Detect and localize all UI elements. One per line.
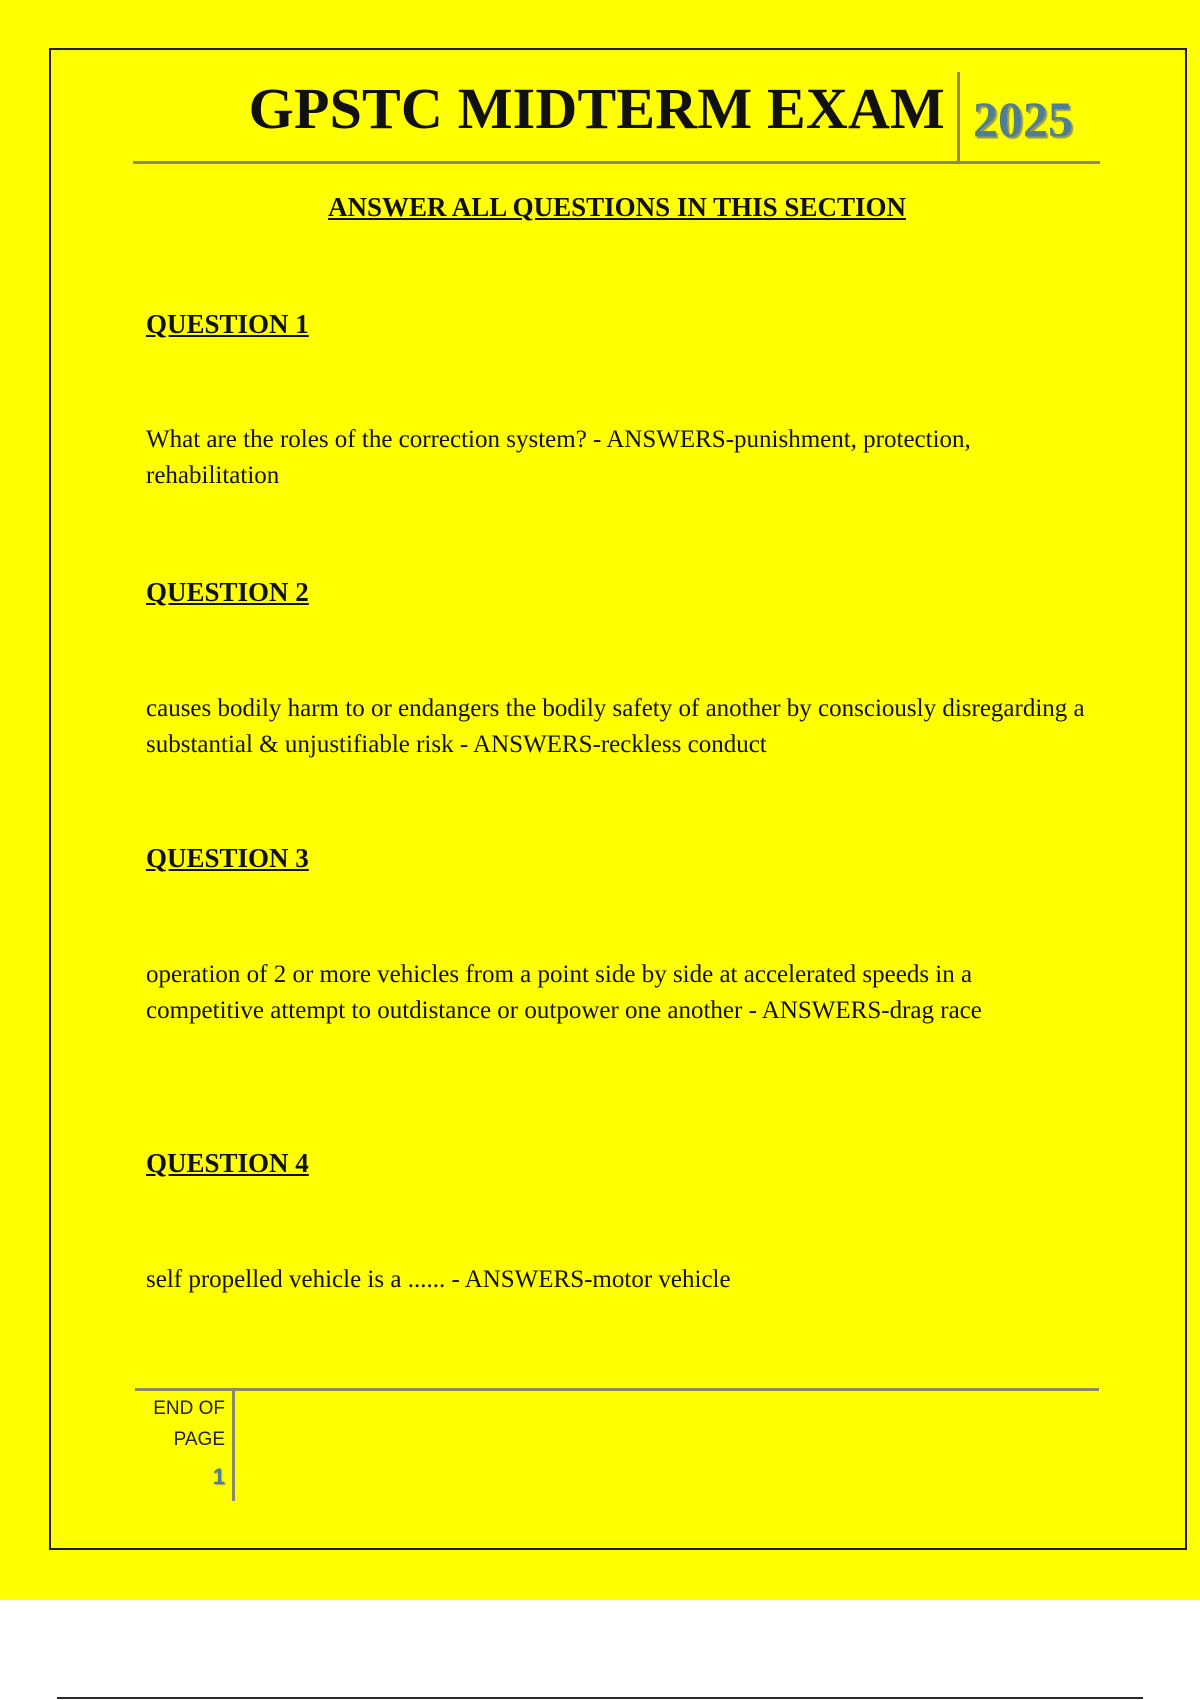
question-text: self propelled vehicle is a ...... - ANSWERS-motor vehicle [146, 1266, 731, 1293]
header-divider [957, 72, 960, 163]
page-number: 1 [212, 1464, 225, 1489]
exam-year: 2025 [973, 91, 1073, 147]
end-of-page-label [135, 1393, 225, 1455]
end-of-page-line-2: PAGE [173, 1429, 225, 1450]
page-border [49, 48, 1187, 1550]
bottom-divider [57, 1697, 1143, 1699]
question-text: What are the roles of the correction system? - ANSWERS-punishment, protection, rehabilitation [146, 426, 971, 489]
question-text: causes bodily harm to or endangers the bodily safety of another by consciously disregarding a substantial & unjustifiable risk - ANSWERS-reckless conduct [146, 695, 1085, 758]
question-heading: QUESTION 3 [146, 843, 309, 873]
footer-rule [135, 1388, 1099, 1391]
page-title: GPSTC MIDTERM EXAM [248, 76, 945, 141]
question-heading: QUESTION 2 [146, 577, 309, 607]
footer-divider [232, 1389, 235, 1501]
section-instruction: ANSWER ALL QUESTIONS IN THIS SECTION [328, 192, 906, 222]
header-rule [133, 161, 1100, 164]
end-of-page-line-1: END OF [153, 1398, 225, 1419]
question-heading: QUESTION 4 [146, 1148, 309, 1178]
question-text: operation of 2 or more vehicles from a point side by side at accelerated speeds in a competitive attempt to outdistance or outpower one another - ANSWERS-drag race [146, 961, 982, 1024]
page-header [133, 72, 1100, 164]
question-heading: QUESTION 1 [146, 309, 309, 339]
